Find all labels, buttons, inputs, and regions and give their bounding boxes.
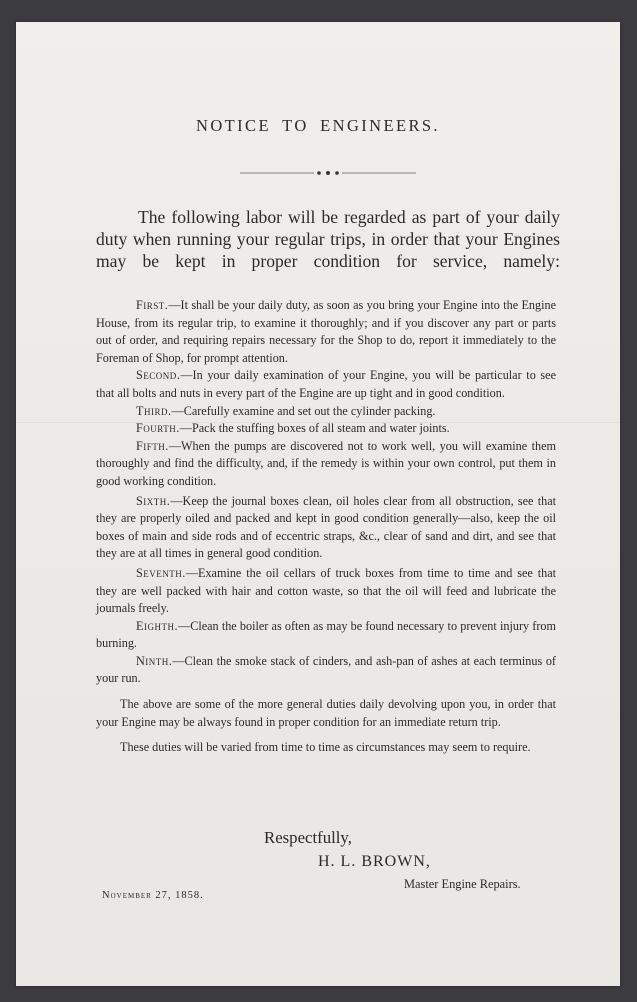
duty-item bbox=[96, 618, 556, 653]
duty-ordinal: First. bbox=[136, 298, 169, 312]
duty-item bbox=[96, 493, 556, 563]
ornament-divider bbox=[240, 169, 416, 177]
duty-text: —Examine the oil cellars of truck boxes from time to time and see that they are well packed with hair and cotton waste, so that the oil will feed and lubricate the journals freely. bbox=[96, 565, 556, 616]
closing-paragraph: The above are some of the more general duties daily devolving upon you, in order that your Engine may be always found in proper condition for an immediate return trip. bbox=[96, 697, 556, 729]
notice-title: NOTICE TO ENGINEERS. bbox=[196, 116, 440, 135]
signer-name: H. L. BROWN, bbox=[318, 853, 431, 870]
notice-sheet bbox=[16, 22, 620, 986]
duty-ordinal: Seventh. bbox=[136, 565, 186, 580]
duty-item bbox=[96, 653, 556, 688]
duties-list bbox=[96, 297, 556, 757]
duty-text: —Keep the journal boxes clean, oil holes clear from all obstruction, see that they are properly oiled and packed and kept in good condition generally—also, keep the oil boxes of main and side rods and of eccentric straps, &c., clear of sand and dirt, and see that they are at all times in general good condition. bbox=[96, 493, 556, 561]
salutation: Respectfully, bbox=[264, 828, 352, 847]
duty-ordinal: Sixth. bbox=[136, 493, 171, 508]
notice-date: November 27, 1858. bbox=[102, 890, 204, 901]
duty-ordinal: Second. bbox=[136, 368, 181, 383]
duty-text: —In your daily examination of your Engine, you will be particular to see that all bolts and nuts in every part of the Engine are up tight and in good condition. bbox=[96, 368, 556, 400]
duty-text: —Clean the smoke stack of cinders, and ash-pan of ashes at each terminus of your run. bbox=[96, 653, 556, 686]
duty-ordinal: Ninth. bbox=[136, 653, 173, 668]
duty-ordinal: Fifth. bbox=[136, 438, 169, 453]
duty-item bbox=[96, 297, 556, 367]
closing-paragraph: These duties will be varied from time to time as circumstances may seem to require. bbox=[120, 740, 531, 755]
duty-item bbox=[96, 420, 556, 438]
duty-text: —Pack the stuffing boxes of all steam and water joints. bbox=[179, 421, 450, 436]
duty-ordinal: Third. bbox=[136, 403, 172, 418]
duty-text: —When the pumps are discovered not to work well, you will examine them thoroughly and find the difficulty, and, if the remedy is within your own control, put them in good working condition. bbox=[96, 438, 556, 488]
duty-text: —Clean the boiler as often as may be found necessary to prevent injury from burning. bbox=[96, 618, 556, 651]
duty-text: —Carefully examine and set out the cylinder packing. bbox=[171, 403, 436, 418]
duty-ordinal: Eighth. bbox=[136, 618, 178, 633]
signer-title: Master Engine Repairs. bbox=[404, 877, 521, 891]
duty-item bbox=[96, 403, 556, 421]
intro-paragraph: The following labor will be regarded as part of your daily duty when running your regular trips, in order that your Engines may be kept in proper condition for service, namely: bbox=[96, 207, 560, 271]
duty-text: —It shall be your daily duty, as soon as you bring your Engine into the Engine House, from its regular trip, to examine it thoroughly; and if you discover any part or parts out of order, and requiring repairs necessary for the Shop to do, report it immediately to the Foreman of Shop, for prompt attention. bbox=[96, 298, 556, 365]
duty-item bbox=[96, 367, 556, 402]
duty-item bbox=[96, 438, 556, 491]
duty-item bbox=[96, 565, 556, 618]
duty-ordinal: Fourth. bbox=[136, 421, 180, 436]
